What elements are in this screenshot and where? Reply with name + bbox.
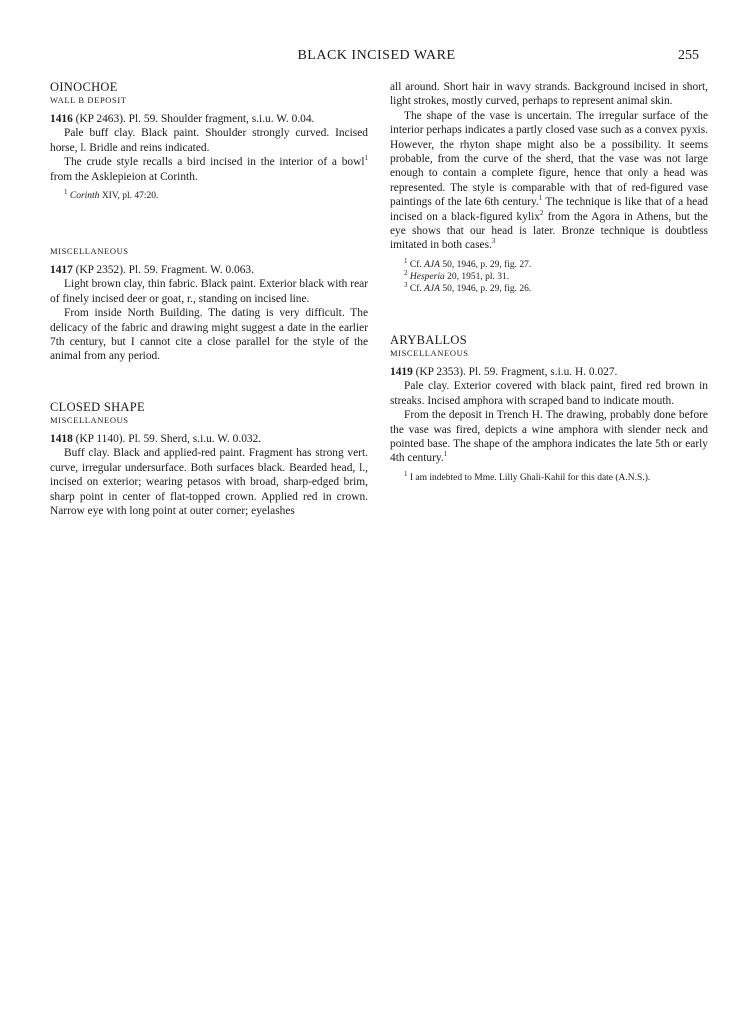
entry-heading: [50, 263, 368, 277]
entry-heading: [390, 365, 708, 379]
section-subtitle: MISCELLANEOUS: [390, 347, 469, 358]
section-oinochoe: [50, 80, 368, 202]
footnote: $^1$ I am indebted to Mme. Lilly Ghali-Kahil for this date (A.N.S.).: [404, 469, 651, 483]
entry-heading: [50, 432, 368, 446]
footnote: $^3$ Cf. AJA 50, 1946, p. 29, fig. 26.: [404, 280, 532, 294]
entry-reference: (KP 2463). Pl. 59. Shoulder fragment, s.i.u. W. 0.04.: [72, 113, 315, 125]
section-title: OINOCHOE: [50, 80, 118, 94]
section-subtitle: MISCELLANEOUS: [50, 414, 129, 425]
footnotes: [50, 187, 368, 202]
entry-description-continued: all around. Short hair in wavy strands. Background incised in short, light strokes, mostly curved, perhaps to represent animal skin.: [390, 81, 708, 108]
entry-reference: (KP 2352). Pl. 59. Fragment. W. 0.063.: [72, 264, 254, 277]
entry-commentary: The crude style recalls a bird incised in the interior of a bowl$^1$ from the Asklepieion at Corinth.: [50, 154, 368, 183]
section-misc-1417: [50, 246, 368, 364]
footnote: $^1$ Cf. AJA 50, 1946, p. 29, fig. 27.: [404, 256, 532, 270]
entry-number: 1418: [50, 432, 73, 445]
footnotes: [390, 256, 708, 295]
section-subtitle: MISCELLANEOUS: [50, 246, 129, 257]
entry-number: 1419: [390, 365, 413, 378]
entry-description: Pale buff clay. Black paint. Shoulder strongly curved. Incised horse, l. Bridle and reins indicated.: [50, 127, 368, 154]
entry-heading: [50, 112, 368, 126]
right-column: [390, 80, 708, 484]
footnotes: [390, 469, 708, 484]
entry-description: Buff clay. Black and applied-red paint. Fragment has strong vert. curve, irregular undersurface. Both surfaces black. Bearded head, l., incised on exterior; wearing petasos with broad, sharp-edged brim, sharp point in center of flat-topped crown. Applied red in crown. Narrow eye with long point at outer corner; eyelashes: [50, 447, 368, 517]
section-subtitle: WALL B DEPOSIT: [50, 95, 127, 105]
footnote: $^2$ Hesperia 20, 1951, pl. 31.: [404, 268, 510, 282]
footnote-ref: 1: [364, 154, 368, 163]
section-title: CLOSED SHAPE: [50, 399, 145, 414]
entry-commentary: The shape of the vase is uncertain. The irregular surface of the interior perhaps indicates a partly closed vase such as a convex pyxis. However, the rhyton shape might also be a possibility. It seems probable, from the curve of the sherd, that the vase was not large enough to contain a complete figure, hence that only a head was represented. The style is comparable with that of red-figured vase paintings of the late 6th century.$^1$ The technique is like that of a head incised on a black-figured kylix$^2$ from the Agora in Athens, but the eye shows that our head is later. Bronze technique is doubtless imitated in both cases.$^3$: [390, 109, 708, 252]
entry-number: 1416: [50, 113, 73, 125]
footnote-ref: 2: [539, 208, 544, 217]
footnote-ref: 3: [491, 237, 496, 246]
entry-description: Pale clay. Exterior covered with black paint, fired red brown in streaks. Incised amphora with scraped band to indicate mouth.: [390, 380, 708, 407]
left-column: [50, 80, 368, 518]
page-number: 255: [678, 48, 699, 63]
entry-commentary: From the deposit in Trench H. The drawing, probably done before the vase was fired, depicts a wine amphora with slender neck and pointed base. The shape of the amphora indicates the late 5th or early 4th century.$^1$: [390, 409, 708, 465]
entry-commentary: From inside North Building. The dating is very difficult. The delicacy of the fabric and drawing might suggest a date in the earlier 7th century, but I cannot cite a close parallel for the style of the animal from any period.: [50, 307, 368, 363]
header-title: BLACK INCISED WARE: [297, 48, 456, 63]
section-aryballos: [390, 333, 708, 484]
footnote: $^1$ Corinth XIV, pl. 47:20.: [64, 187, 159, 202]
footnote-ref: 1: [443, 450, 448, 459]
section-title: ARYBALLOS: [390, 332, 468, 347]
entry-reference: (KP 1140). Pl. 59. Sherd, s.i.u. W. 0.032.: [72, 432, 262, 445]
entry-description: Light brown clay, thin fabric. Black paint. Exterior black with rear of finely incised deer or goat, r., standing on incised line.: [50, 278, 368, 305]
footnote-ref: 1: [538, 194, 543, 203]
entry-number: 1417: [50, 264, 73, 277]
entry-reference: (KP 2353). Pl. 59. Fragment, s.i.u. H. 0.027.: [412, 365, 618, 378]
section-closed-shape: [50, 400, 368, 518]
